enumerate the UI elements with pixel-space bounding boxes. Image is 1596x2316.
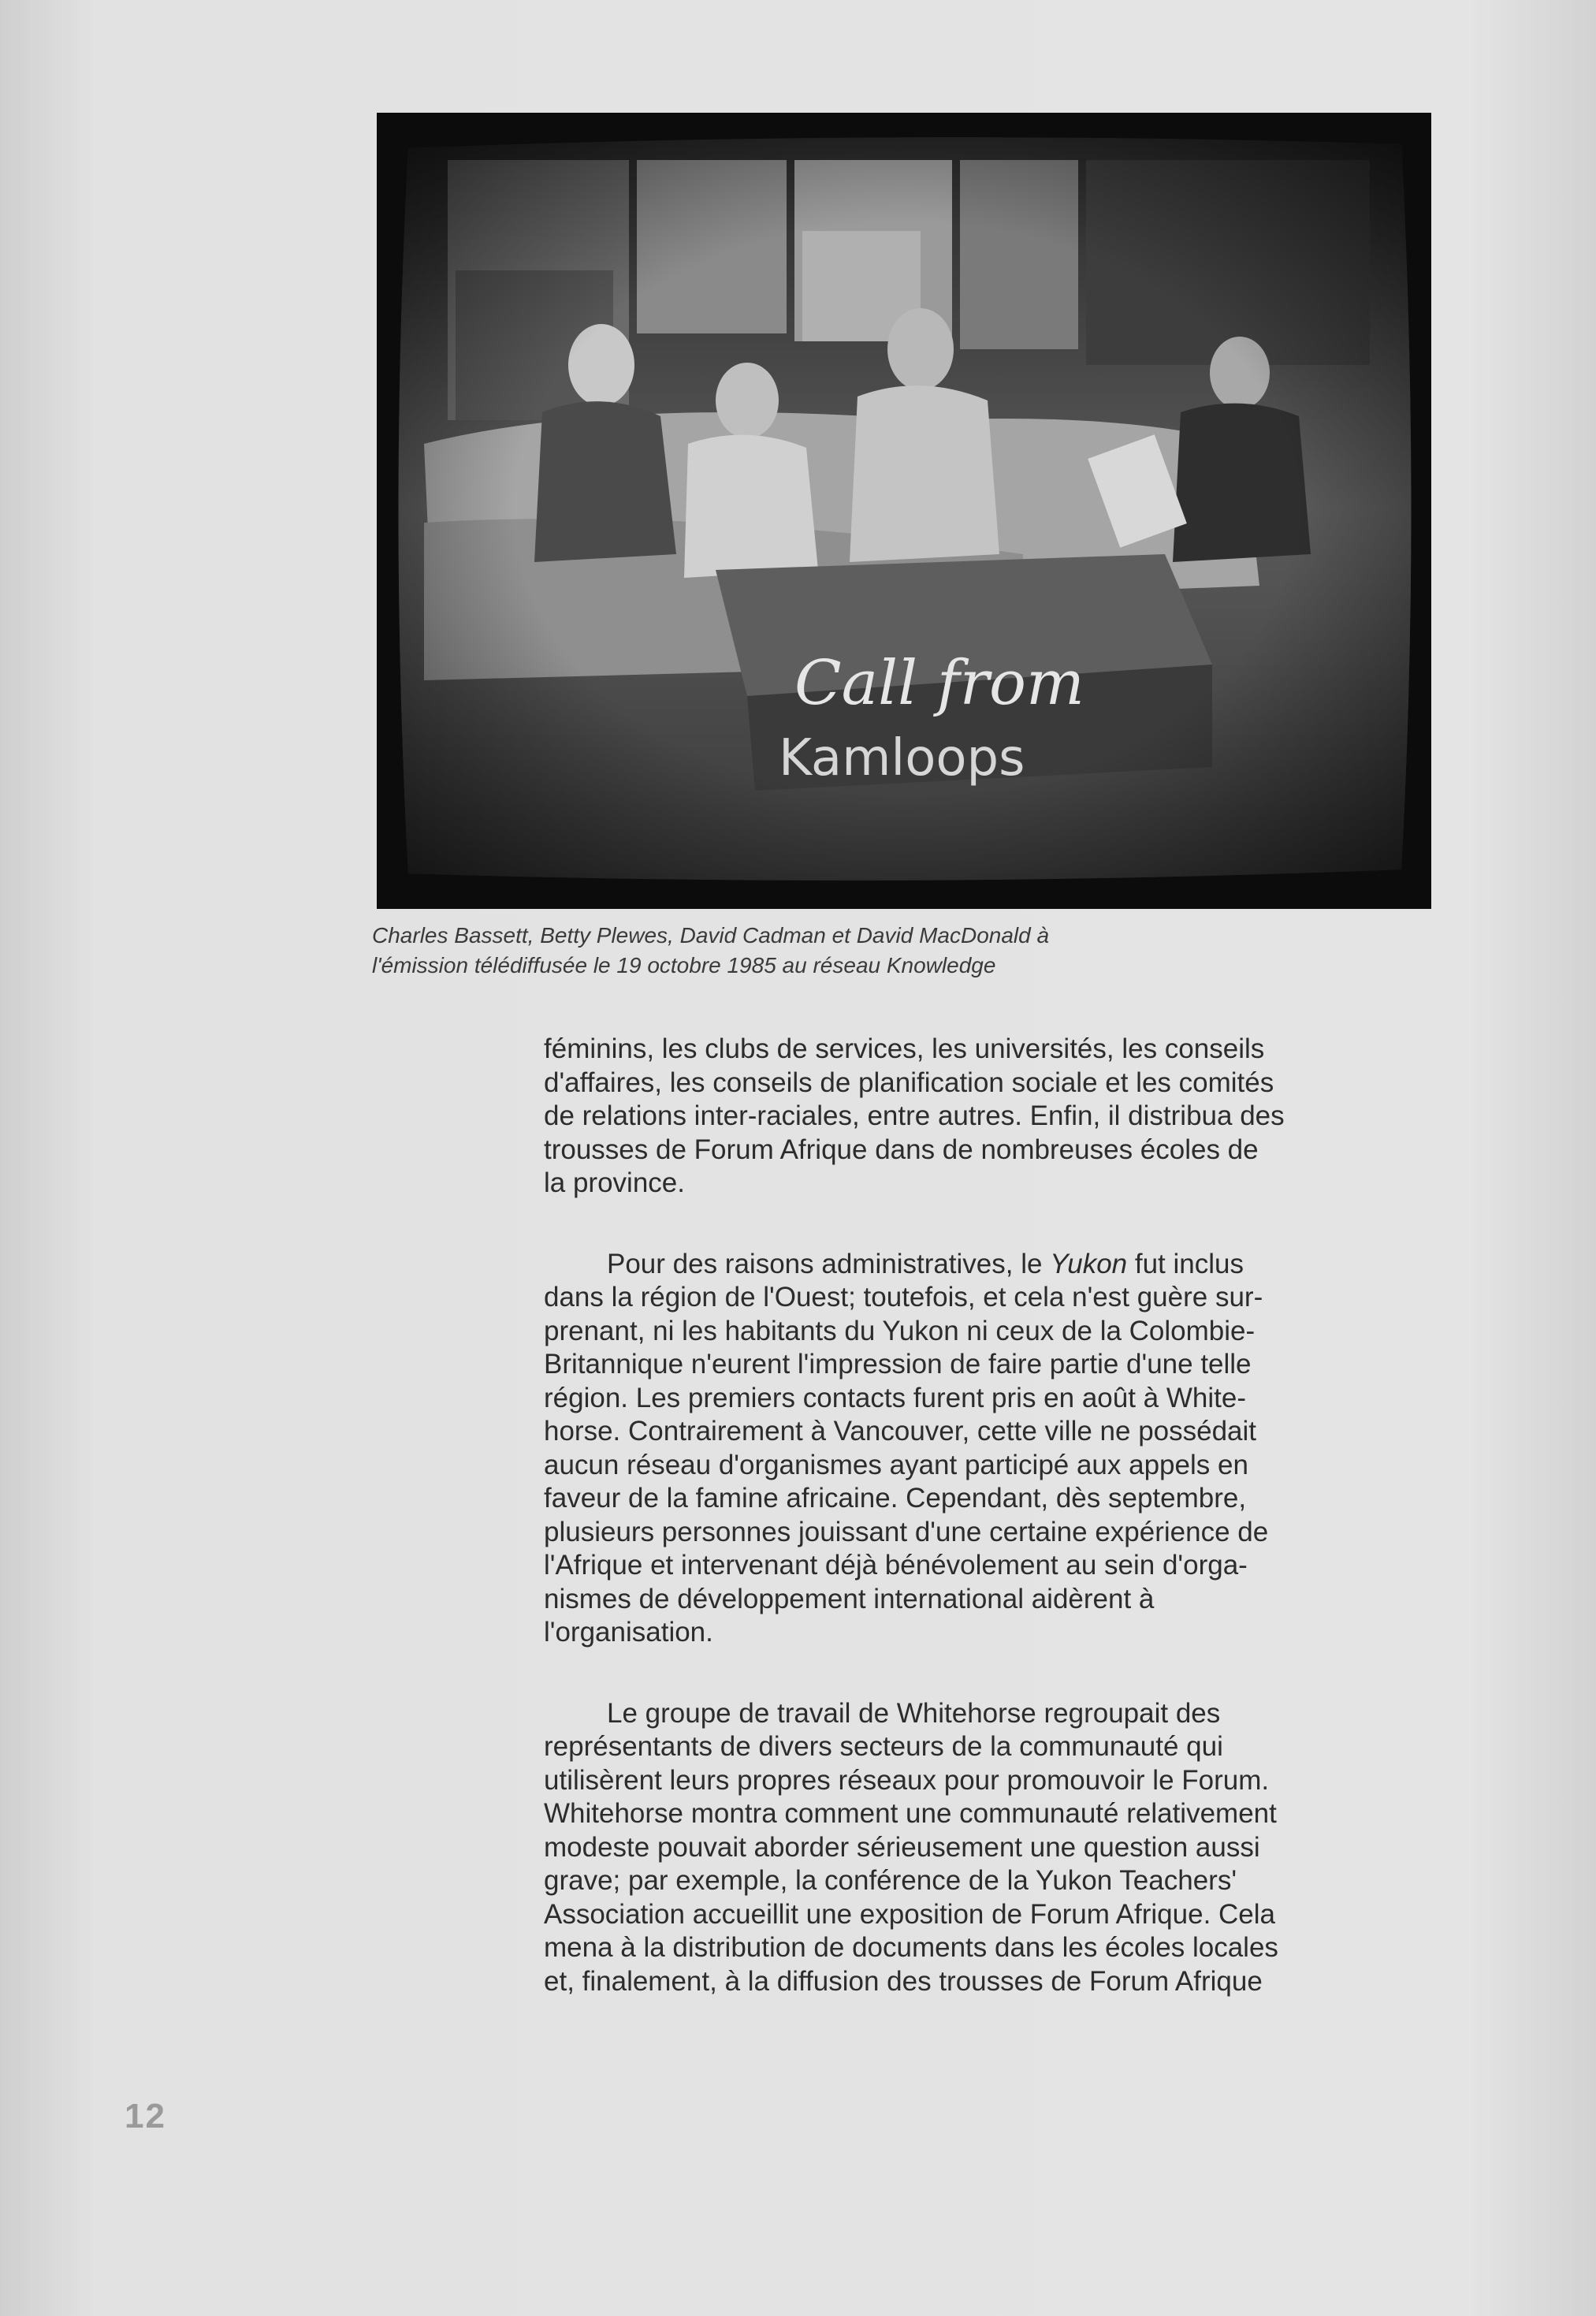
text-line: trousses de Forum Afrique dans de nombreuses écoles de	[544, 1134, 1259, 1165]
paragraph-3	[544, 1697, 1442, 1999]
text-line: dans la région de l'Ouest; toutefois, et cela n'est guère sur-	[544, 1282, 1263, 1313]
text-line: faveur de la famine africaine. Cependant, dès septembre,	[544, 1483, 1247, 1514]
page-number: 12	[125, 2097, 166, 2135]
text-line: représentants de divers secteurs de la communauté qui	[544, 1731, 1223, 1762]
text-line: Britannique n'eurent l'impression de faire partie d'une telle	[544, 1349, 1252, 1380]
text-line: Le groupe de travail de Whitehorse regroupait des	[607, 1697, 1221, 1729]
text-line: féminins, les clubs de services, les universités, les conseils	[544, 1033, 1265, 1064]
text-line: et, finalement, à la diffusion des trousses de Forum Afrique	[544, 1965, 1263, 1997]
tv-screen-photo	[377, 113, 1431, 909]
text-line: grave; par exemple, la conférence de la Yukon Teachers'	[544, 1865, 1237, 1896]
text-line: Whitehorse montra comment une communauté relativement	[544, 1798, 1277, 1829]
text-line: l'Afrique et intervenant déjà bénévolement au sein d'orga-	[544, 1550, 1248, 1581]
caption-line: l'émission télédiffusée le 19 octobre 1985 au réseau Knowledge	[372, 953, 996, 977]
text-line: plusieurs personnes jouissant d'une certaine expérience de	[544, 1516, 1269, 1547]
text-line: modeste pouvait aborder sérieusement une question aussi	[544, 1831, 1260, 1863]
paragraph-2	[544, 1248, 1442, 1650]
figure-caption	[372, 921, 1318, 981]
text-line: mena à la distribution de documents dans les écoles locales	[544, 1932, 1278, 1963]
text-line: région. Les premiers contacts furent pris en août à White-	[544, 1382, 1246, 1413]
text-line: horse. Contrairement à Vancouver, cette ville ne possédait	[544, 1416, 1257, 1447]
text-line: utilisèrent leurs propres réseaux pour promouvoir le Forum.	[544, 1764, 1270, 1796]
text-line: d'affaires, les conseils de planification sociale et les comités	[544, 1067, 1274, 1098]
caption-line: Charles Bassett, Betty Plewes, David Cadman et David MacDonald à	[372, 923, 1050, 948]
text-line: nismes de développement international aidèrent à	[544, 1583, 1155, 1614]
yukon-italic: Yukon	[1050, 1248, 1128, 1279]
text-span: Pour des raisons administratives, le	[607, 1248, 1051, 1279]
text-line	[544, 1248, 1442, 1282]
text-line: Association accueillit une exposition de Forum Afrique. Cela	[544, 1898, 1275, 1930]
text-line: l'organisation.	[544, 1617, 713, 1648]
text-line: aucun réseau d'organismes ayant participé aux appels en	[544, 1449, 1248, 1480]
text-span: fut inclus	[1127, 1248, 1244, 1279]
paragraph-1	[544, 1033, 1442, 1201]
text-line: de relations inter-raciales, entre autres. Enfin, il distribua des	[544, 1100, 1285, 1131]
text-line: la province.	[544, 1167, 685, 1198]
body-text	[544, 1033, 1442, 1998]
text-line: prenant, ni les habitants du Yukon ni ceux de la Colombie-	[544, 1315, 1256, 1346]
